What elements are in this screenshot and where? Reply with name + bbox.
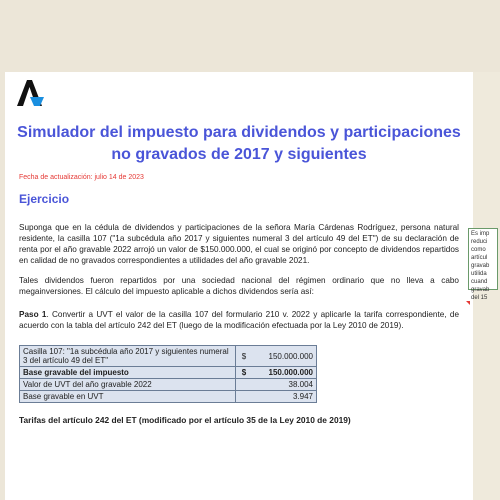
update-date: Fecha de actualización: julio 14 de 2023 [19,174,144,181]
table-row [20,391,317,403]
row-label[interactable]: Casilla 107: "1a subcédula año 2017 y siguientes numeral 3 del artículo 49 del ET" [20,346,236,367]
step-text: . Convertir a UVT el valor de la casilla 107 del formulario 210 v. 2022 y aplicarle la tarifa correspondiente, de acuerdo con la tabla del artículo 242 del ET (luego de la modificación efectuada por la Ley 2010 de 2019). [19,310,459,330]
table-row [20,379,317,391]
calculation-table [19,345,317,403]
section-heading: Ejercicio [19,192,70,206]
table-row [20,367,317,379]
row-value[interactable]: 150.000.000 [252,367,317,379]
row-label[interactable]: Base gravable en UVT [20,391,236,403]
step-label: Paso 1 [19,310,47,319]
currency-symbol[interactable]: $ [236,346,253,367]
exercise-paragraph: Suponga que en la cédula de dividendos y participaciones de la señora María Cárdenas Rodríguez, persona natural residente, la casilla 107 ("1a subcédula año 2017 y siguientes numeral 3 del artículo 49 del ET") de su declaración de renta por el año gravable 2022 arrojó un valor de $150.000.000, el cual se originó por concepto de dividendos repartidos en calidad de no gravados correspondientes a utilidades del año gravable 2021. [19,223,459,265]
table-row [20,346,317,367]
worksheet [5,72,473,500]
row-value[interactable]: 38.004 [252,379,317,391]
currency-symbol[interactable] [236,379,253,391]
currency-symbol[interactable]: $ [236,367,253,379]
brand-logo-icon [17,80,47,106]
comment-box[interactable]: Es imp reduci como artícul gravab utilida cuand gravab del 15 [468,228,498,290]
comment-indicator-icon[interactable] [466,301,470,305]
row-label[interactable]: Base gravable del impuesto [20,367,236,379]
tarifas-heading: Tarifas del artículo 242 del ET (modificado por el artículo 35 de la Ley 2010 de 2019) [19,415,351,425]
step-paragraph [19,309,459,331]
row-label[interactable]: Valor de UVT del año gravable 2022 [20,379,236,391]
currency-symbol[interactable] [236,391,253,403]
row-value[interactable]: 3.947 [252,391,317,403]
dividends-paragraph: Tales dividendos fueron repartidos por una sociedad nacional del régimen ordinario que no lleva a cabo megainversiones. El cálculo del impuesto aplicable a dichos dividendos sería así: [19,276,459,296]
row-value[interactable]: 150.000.000 [252,346,317,367]
page-title: Simulador del impuesto para dividendos y participaciones no gravados de 2017 y siguientes [17,124,461,163]
